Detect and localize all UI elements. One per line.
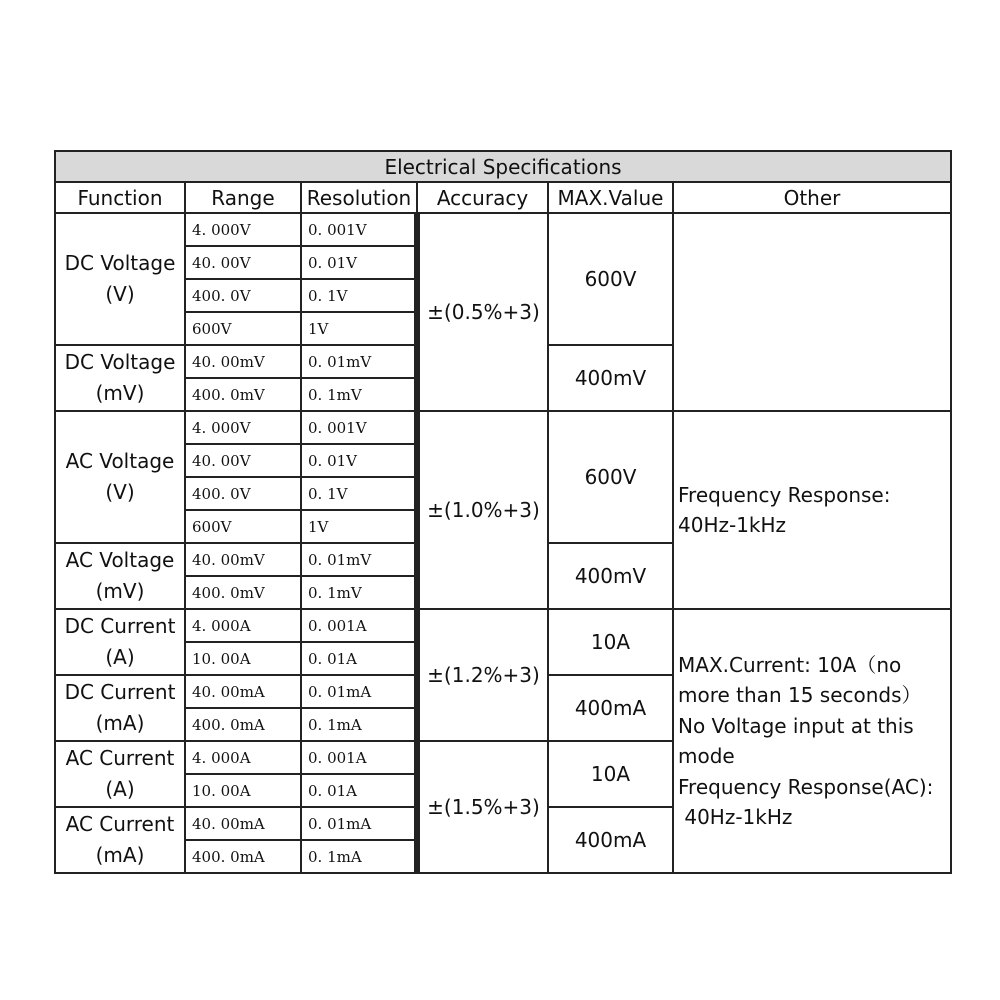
function-label-line: AC Current (65, 746, 175, 770)
function-label-line: (mA) (95, 711, 145, 735)
function-cell (55, 411, 185, 543)
range-cell: 600V (185, 312, 301, 345)
resolution-cell: 0. 01A (301, 774, 417, 807)
accuracy-cell: ±(1.5%+3) (417, 741, 548, 873)
resolution-cell: 0. 01mA (301, 807, 417, 840)
other-note-line: MAX.Current: 10A（no (678, 652, 902, 677)
header-accuracy: Accuracy (417, 182, 548, 213)
resolution-cell: 0. 01mV (301, 543, 417, 576)
table-row (55, 213, 951, 246)
resolution-cell: 0. 1mV (301, 576, 417, 609)
header-resolution: Resolution (301, 182, 417, 213)
range-cell: 4. 000V (185, 411, 301, 444)
other-note-line: more than 15 seconds） (678, 683, 922, 707)
table-row (55, 411, 951, 444)
function-cell (55, 807, 185, 873)
other-note-line: Frequency Response(AC): (678, 774, 934, 799)
max-value-cell: 10A (548, 609, 673, 675)
range-cell: 4. 000A (185, 741, 301, 774)
range-cell: 40. 00mA (185, 675, 301, 708)
function-label-line: DC Current (64, 680, 176, 704)
header-max-value: MAX.Value (548, 182, 673, 213)
resolution-cell: 0. 1mA (301, 840, 417, 873)
range-cell: 400. 0mV (185, 378, 301, 411)
resolution-cell: 0. 001V (301, 411, 417, 444)
function-label-line: AC Current (65, 812, 175, 836)
range-cell: 40. 00mV (185, 543, 301, 576)
resolution-cell: 0. 1V (301, 279, 417, 312)
resolution-cell: 0. 001A (301, 741, 417, 774)
function-cell (55, 543, 185, 609)
function-label-line: (V) (105, 282, 135, 306)
max-value-cell: 10A (548, 741, 673, 807)
header-other: Other (673, 182, 951, 213)
other-note-line: 40Hz-1kHz (678, 513, 787, 537)
range-cell: 10. 00A (185, 642, 301, 675)
resolution-cell: 0. 1V (301, 477, 417, 510)
max-value-cell: 600V (548, 411, 673, 543)
other-note-line: No Voltage input at this (678, 713, 914, 738)
resolution-cell: 0. 01V (301, 444, 417, 477)
other-notes-cell (673, 609, 951, 873)
range-cell: 400. 0V (185, 477, 301, 510)
range-cell: 40. 00V (185, 246, 301, 279)
range-cell: 400. 0V (185, 279, 301, 312)
function-label-line: (A) (105, 645, 135, 669)
resolution-cell: 1V (301, 312, 417, 345)
resolution-cell: 0. 1mA (301, 708, 417, 741)
resolution-cell: 0. 1mV (301, 378, 417, 411)
resolution-cell: 1V (301, 510, 417, 543)
range-cell: 400. 0mA (185, 840, 301, 873)
range-cell: 10. 00A (185, 774, 301, 807)
function-label-line: (V) (105, 480, 135, 504)
max-value-cell: 400mV (548, 345, 673, 411)
range-cell: 40. 00mA (185, 807, 301, 840)
range-cell: 600V (185, 510, 301, 543)
max-value-cell: 600V (548, 213, 673, 345)
resolution-cell: 0. 001A (301, 609, 417, 642)
max-value-cell: 400mA (548, 675, 673, 741)
range-cell: 40. 00mV (185, 345, 301, 378)
resolution-cell: 0. 01A (301, 642, 417, 675)
accuracy-cell: ±(0.5%+3) (417, 213, 548, 411)
table-row (55, 609, 951, 642)
function-cell (55, 213, 185, 345)
function-cell (55, 741, 185, 807)
function-cell (55, 345, 185, 411)
range-cell: 4. 000V (185, 213, 301, 246)
header-function: Function (55, 182, 185, 213)
function-label-line: AC Voltage (65, 548, 175, 572)
resolution-cell: 0. 01mV (301, 345, 417, 378)
max-value-cell: 400mV (548, 543, 673, 609)
function-label-line: DC Voltage (64, 251, 176, 275)
function-cell (55, 609, 185, 675)
max-value-cell: 400mA (548, 807, 673, 873)
resolution-cell: 0. 001V (301, 213, 417, 246)
resolution-cell: 0. 01V (301, 246, 417, 279)
other-note-line: mode (678, 744, 735, 768)
range-cell: 4. 000A (185, 609, 301, 642)
header-row (55, 182, 951, 213)
function-label-line: (mV) (95, 579, 145, 603)
electrical-specifications-table (54, 150, 952, 874)
range-cell: 400. 0mA (185, 708, 301, 741)
range-cell: 40. 00V (185, 444, 301, 477)
function-label-line: (mA) (95, 843, 145, 867)
other-notes-cell (673, 411, 951, 609)
resolution-cell: 0. 01mA (301, 675, 417, 708)
header-range: Range (185, 182, 301, 213)
function-label-line: AC Voltage (65, 449, 175, 473)
range-cell: 400. 0mV (185, 576, 301, 609)
function-cell (55, 675, 185, 741)
function-label-line: DC Current (64, 614, 176, 638)
other-note-line: Frequency Response: (678, 482, 891, 507)
accuracy-cell: ±(1.0%+3) (417, 411, 548, 609)
accuracy-cell: ±(1.2%+3) (417, 609, 548, 741)
function-label-line: DC Voltage (64, 350, 176, 374)
other-note-line: 40Hz-1kHz (678, 805, 793, 829)
other-notes-cell (673, 213, 951, 411)
function-label-line: (mV) (95, 381, 145, 405)
table-title: Electrical Specifications (55, 151, 951, 182)
function-label-line: (A) (105, 777, 135, 801)
